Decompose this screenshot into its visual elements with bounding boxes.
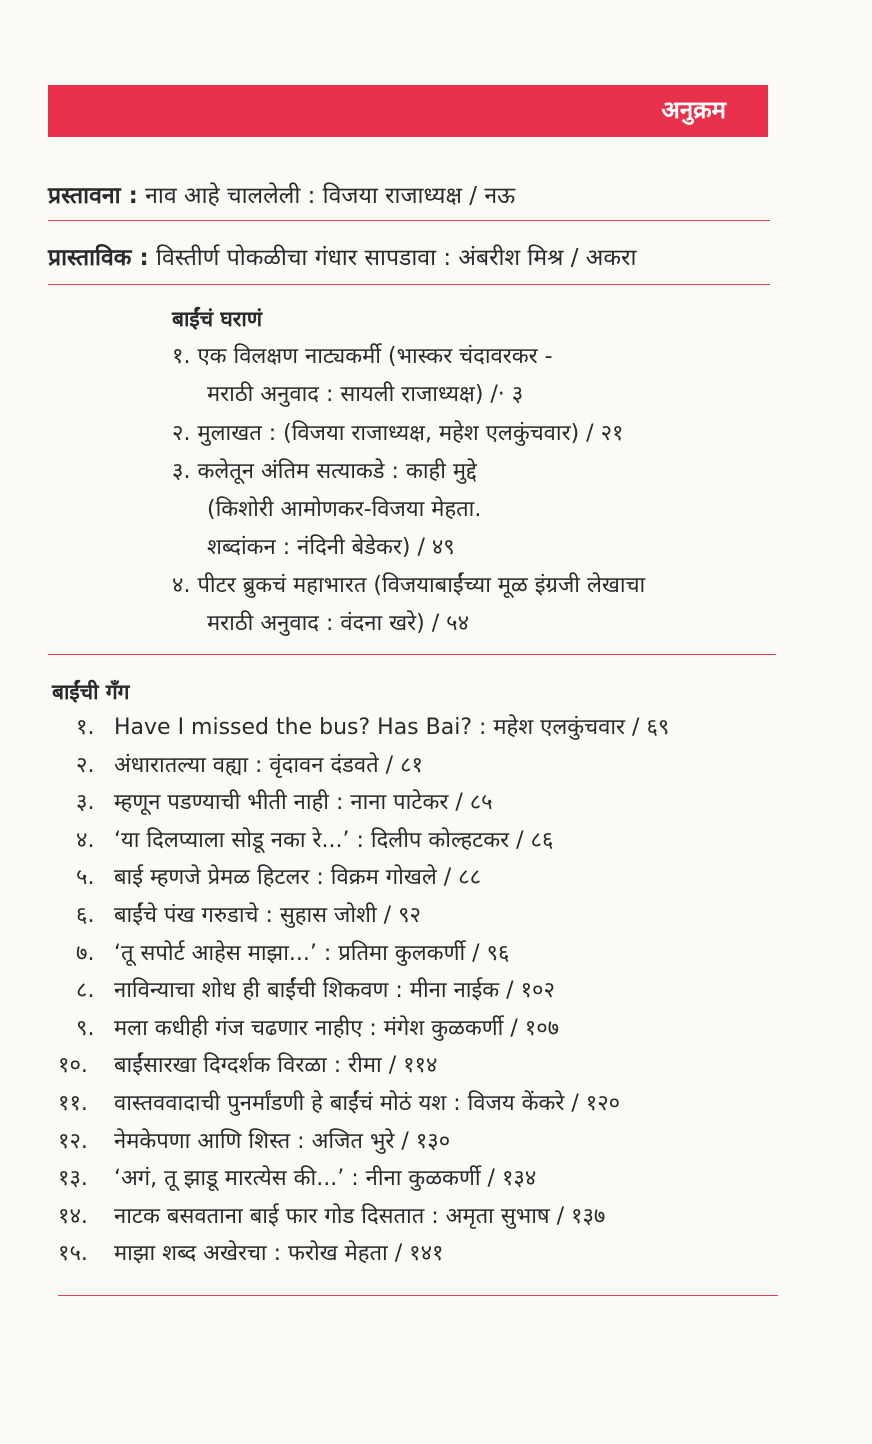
list-item bbox=[172, 339, 553, 375]
item-number: १०. bbox=[58, 1053, 88, 1078]
item-text: वास्तववादाची पुनर्मांडणी हे बाईंचं मोठं यश : विजय केंकरे / १२० bbox=[114, 1091, 621, 1116]
item-text: ‘अगं, तू झाडू मारत्येस की...’ : नीना कुळकर्णी / १३४ bbox=[114, 1166, 537, 1191]
item-text: नाविन्याचा शोध ही बाईंची शिकवण : मीना नाईक / १०२ bbox=[114, 978, 555, 1003]
list-item bbox=[58, 1236, 443, 1272]
list-item bbox=[76, 860, 481, 896]
section-heading: बाईंची गँग bbox=[52, 680, 130, 704]
list-item bbox=[58, 1161, 536, 1197]
preface-line-prastavik bbox=[48, 240, 636, 272]
list-item bbox=[58, 1124, 450, 1160]
item-number: ४. bbox=[172, 573, 191, 598]
item-number: ४. bbox=[76, 828, 95, 853]
divider bbox=[48, 220, 770, 221]
list-item bbox=[172, 416, 623, 452]
preface-label: प्रास्ताविक : bbox=[48, 245, 149, 271]
item-number: १३. bbox=[58, 1166, 88, 1191]
list-item bbox=[76, 710, 669, 746]
item-text-continued: मराठी अनुवाद : सायली राजाध्यक्ष) /· ३ bbox=[207, 382, 524, 407]
item-text: ‘या दिलप्याला सोडू नका रे...’ : दिलीप कोल्हटकर / ८६ bbox=[114, 828, 554, 853]
item-text: पीटर ब्रुकचं महाभारत (विजयाबाईंच्या मूळ इंग्रजी लेखाचा bbox=[197, 573, 646, 598]
item-text: बाईंचे पंख गरुडाचे : सुहास जोशी / ९२ bbox=[114, 903, 421, 928]
preface-text: नाव आहे चाललेली : विजया राजाध्यक्ष / नऊ bbox=[145, 183, 516, 209]
item-number: २. bbox=[76, 753, 95, 778]
item-text-continued: मराठी अनुवाद : वंदना खरे) / ५४ bbox=[207, 611, 470, 636]
preface-text: विस्तीर्ण पोकळीचा गंधार सापडावा : अंबरीश मिश्र / अकरा bbox=[156, 245, 637, 271]
list-item bbox=[76, 1011, 559, 1047]
item-text: अंधारातल्या वह्या : वृंदावन दंडवते / ८१ bbox=[114, 753, 423, 778]
item-text: मला कधीही गंज चढणार नाहीए : मंगेश कुळकर्णी / १०७ bbox=[114, 1016, 560, 1041]
item-number: ३. bbox=[76, 790, 95, 815]
item-number: ११. bbox=[58, 1091, 88, 1116]
item-number: ८. bbox=[76, 978, 95, 1003]
preface-line-prastavana bbox=[48, 178, 515, 210]
page-title: अनुक्रम bbox=[661, 96, 726, 124]
item-text: नाटक बसवताना बाई फार गोड दिसतात : अमृता सुभाष / १३७ bbox=[114, 1204, 606, 1229]
item-text: नेमकेपणा आणि शिस्त : अजित भुरे / १३० bbox=[114, 1129, 451, 1154]
item-number: १५. bbox=[58, 1241, 88, 1266]
list-item bbox=[76, 898, 421, 934]
list-item bbox=[76, 823, 553, 859]
item-number: ९. bbox=[76, 1016, 95, 1041]
list-item bbox=[58, 1048, 437, 1084]
list-item bbox=[172, 568, 645, 604]
item-text-continued: शब्दांकन : नंदिनी बेडेकर) / ४९ bbox=[207, 535, 455, 560]
item-number: १. bbox=[76, 715, 95, 740]
item-text: Have I missed the bus? Has Bai? : महेश एलकुंचवार / ६९ bbox=[114, 715, 670, 740]
list-item bbox=[58, 1199, 605, 1235]
list-item bbox=[76, 936, 509, 972]
divider bbox=[48, 654, 776, 655]
item-text: बाई म्हणजे प्रेमळ हिटलर : विक्रम गोखले / ८८ bbox=[114, 865, 482, 890]
item-text: म्हणून पडण्याची भीती नाही : नाना पाटेकर / ८५ bbox=[114, 790, 493, 815]
header-band bbox=[48, 85, 768, 137]
item-text: ‘तू सपोर्ट आहेस माझा...’ : प्रतिमा कुलकर्णी / ९६ bbox=[114, 941, 510, 966]
item-number: ५. bbox=[76, 865, 95, 890]
item-number: ७. bbox=[76, 941, 95, 966]
preface-label: प्रस्तावना : bbox=[48, 183, 138, 209]
item-text-continued: (किशोरी आमोणकर-विजया मेहता. bbox=[207, 497, 482, 522]
item-text: माझा शब्द अखेरचा : फरोख मेहता / १४१ bbox=[114, 1241, 444, 1266]
divider bbox=[58, 1295, 778, 1296]
list-item bbox=[76, 748, 423, 784]
item-number: १४. bbox=[58, 1204, 88, 1229]
divider bbox=[48, 284, 770, 285]
item-number: ६. bbox=[76, 903, 95, 928]
list-item bbox=[172, 454, 477, 490]
list-item bbox=[76, 785, 493, 821]
section-heading: बाईंचं घराणं bbox=[172, 307, 263, 331]
list-item bbox=[76, 973, 555, 1009]
item-number: १२. bbox=[58, 1129, 88, 1154]
item-number: १. bbox=[172, 344, 191, 369]
item-text: मुलाखत : (विजया राजाध्यक्ष, महेश एलकुंचवार) / २१ bbox=[197, 421, 624, 446]
list-item bbox=[58, 1086, 620, 1122]
item-text: बाईंसारखा दिग्दर्शक विरळा : रीमा / ११४ bbox=[114, 1053, 438, 1078]
item-number: २. bbox=[172, 421, 191, 446]
item-text: कलेतून अंतिम सत्याकडे : काही मुद्दे bbox=[197, 459, 477, 484]
item-number: ३. bbox=[172, 459, 191, 484]
item-text: एक विलक्षण नाट्यकर्मी (भास्कर चंदावरकर - bbox=[197, 344, 553, 369]
